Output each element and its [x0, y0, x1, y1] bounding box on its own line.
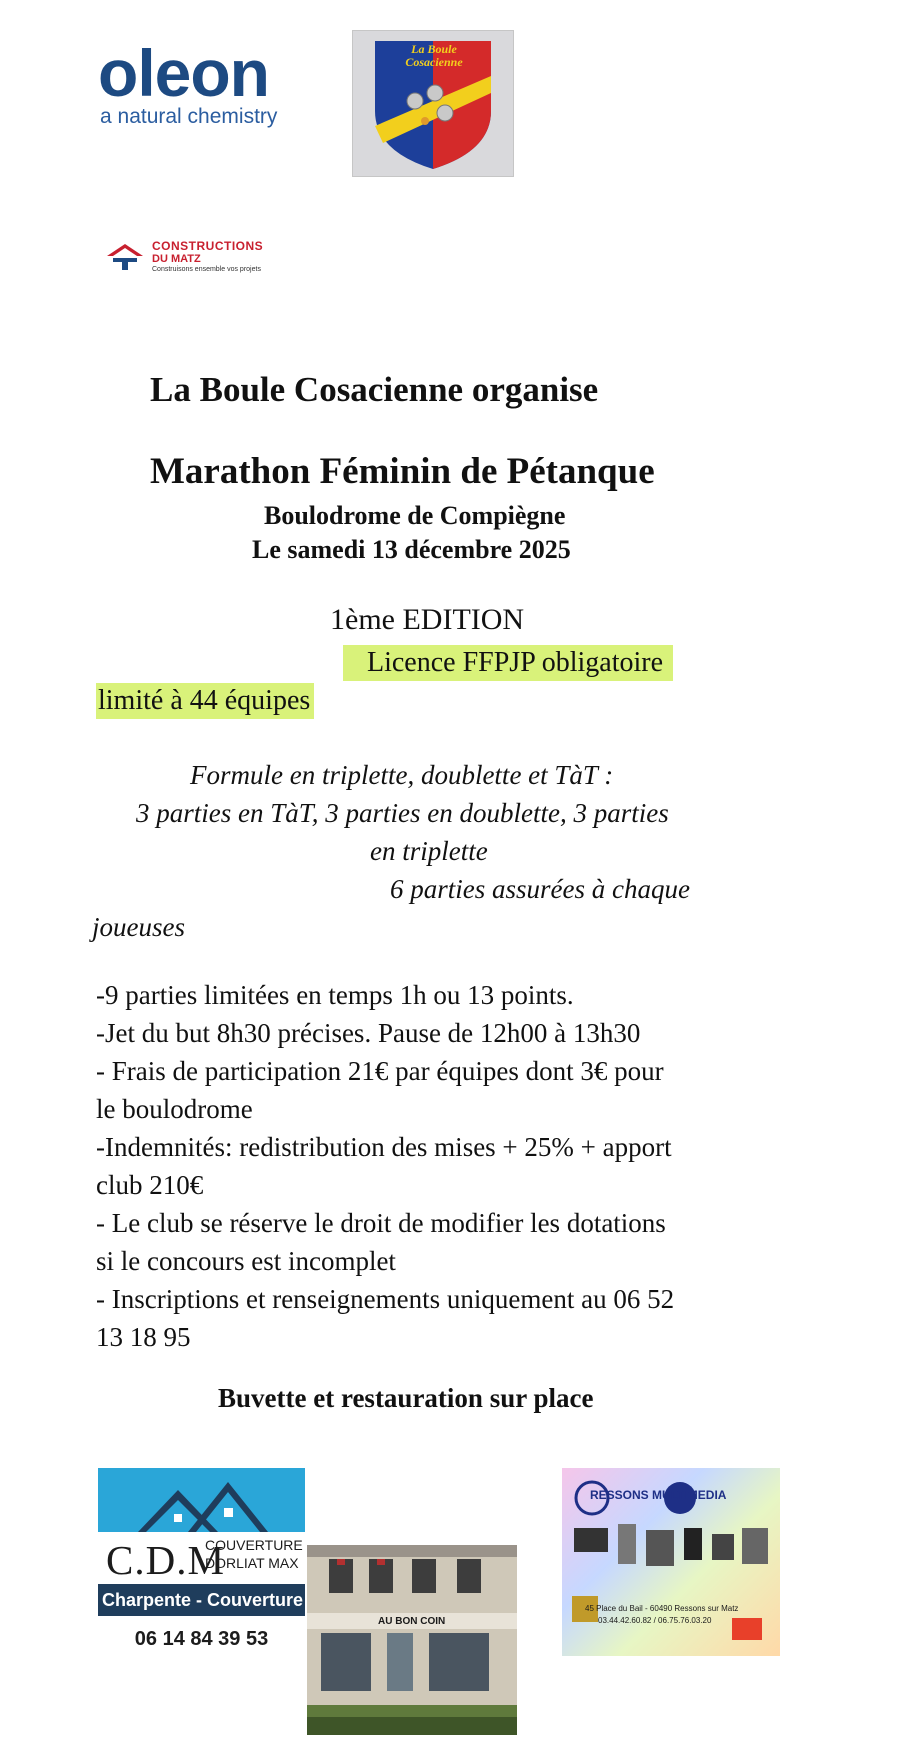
ressons-title: RESSONS MULTIMEDIA — [590, 1488, 727, 1502]
rule-line: -Jet du but 8h30 précises. Pause de 12h00 à 13h30 — [96, 1018, 641, 1048]
venue: Boulodrome de Compiègne — [264, 501, 566, 530]
cdm-owner: DORLIAT MAX — [205, 1555, 299, 1571]
cdm-couverture: COUVERTURE — [205, 1537, 303, 1553]
buvette-notice: Buvette et restauration sur place — [218, 1383, 594, 1413]
rule-line: si le concours est incomplet — [96, 1246, 396, 1276]
cdm-letters: C.D.M — [106, 1537, 225, 1583]
shop-facade-icon — [307, 1545, 517, 1735]
rule-line: le boulodrome — [96, 1094, 253, 1124]
cdm-services: Charpente - Couverture — [102, 1590, 304, 1610]
formula-line: joueuses — [92, 912, 185, 942]
rule-line: -Indemnités: redistribution des mises + 25% + apport — [96, 1132, 672, 1162]
team-limit: limité à 44 équipes — [96, 683, 314, 719]
rule-line: - Le club se réserve le droit de modifier les dotations — [96, 1208, 666, 1238]
constructions-sub: DU MATZ — [152, 253, 201, 265]
constructions-icon — [105, 242, 145, 277]
oleon-tagline: a natural chemistry — [100, 105, 278, 128]
cdm-phone: 06 14 84 39 53 — [134, 1628, 269, 1650]
au-bon-coin-photo — [307, 1545, 517, 1735]
constructions-tagline: Construisons ensemble vos projets — [152, 266, 261, 273]
formula-line: 6 parties assurées à chaque — [390, 874, 690, 904]
organiser-heading: La Boule Cosacienne organise — [150, 370, 599, 409]
rule-line: - Frais de participation 21€ par équipes dont 3€ pour — [96, 1056, 664, 1086]
oleon-logo: oleon — [98, 36, 269, 110]
licence-notice: Licence FFPJP obligatoire — [343, 645, 673, 681]
formula-line: en triplette — [370, 836, 488, 866]
roof-icon — [98, 1468, 305, 1544]
formula-line: Formule en triplette, doublette et TàT : — [190, 760, 614, 790]
event-date: Le samedi 13 décembre 2025 — [252, 535, 571, 564]
ressons-address: 45 Place du Bail - 60490 Ressons sur Matz — [585, 1604, 739, 1613]
shop-sign: AU BON COIN — [378, 1616, 446, 1627]
edition-label: 1ème EDITION — [330, 603, 525, 636]
rule-line: - Inscriptions et renseignements uniquement au 06 52 — [96, 1284, 675, 1314]
formula-line: 3 parties en TàT, 3 parties en doublette, 3 parties — [136, 798, 669, 828]
constructions-name: CONSTRUCTIONS — [152, 239, 264, 253]
rule-line: 13 18 95 — [96, 1322, 191, 1352]
ressons-phone: 03.44.42.60.82 / 06.75.76.03.20 — [598, 1616, 712, 1625]
boule-logo-label: La Boule Cosacienne — [405, 42, 463, 69]
cdm-roof-banner — [98, 1468, 305, 1544]
rule-line: -9 parties limitées en temps 1h ou 13 points. — [96, 980, 574, 1010]
boule-cosacienne-logo — [352, 30, 514, 177]
event-title: Marathon Féminin de Pétanque — [150, 451, 655, 492]
rule-line: club 210€ — [96, 1170, 204, 1200]
